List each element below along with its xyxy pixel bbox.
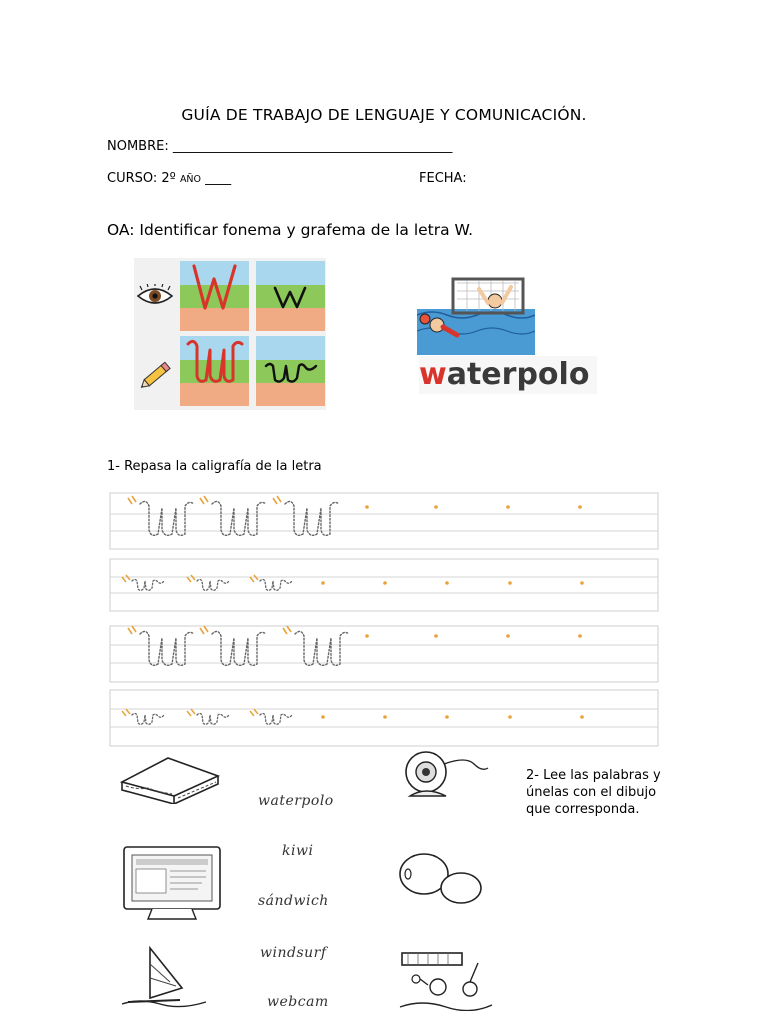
trace-big-w[interactable] xyxy=(128,626,194,665)
tile-cursive-lower xyxy=(256,336,325,406)
tracing-band-1 xyxy=(110,493,658,549)
trace-small-w[interactable] xyxy=(187,709,229,724)
name-label: NOMBRE: xyxy=(107,139,169,154)
trace-big-w[interactable] xyxy=(200,626,266,665)
sandwich-icon[interactable] xyxy=(118,752,224,804)
waterpolo-illustration xyxy=(417,275,535,355)
trace-big-w[interactable] xyxy=(128,496,194,535)
tile-print-lower xyxy=(256,261,325,331)
example-word-rest: aterpolo xyxy=(446,357,590,392)
word-kiwi[interactable]: kiwi xyxy=(282,843,314,859)
computer-icon[interactable] xyxy=(122,845,222,921)
date-label: FECHA: xyxy=(419,171,467,186)
trace-small-w[interactable] xyxy=(250,709,292,724)
trace-small-w[interactable] xyxy=(187,575,229,590)
name-row xyxy=(107,139,452,154)
tracing-band-2 xyxy=(110,559,658,611)
objective-text: OA: Identificar fonema y grafema de la letra W. xyxy=(107,221,474,239)
word-webcam[interactable]: webcam xyxy=(267,994,329,1010)
cursive-upper-w-glyph xyxy=(180,336,249,406)
letter-card xyxy=(134,258,326,410)
print-upper-w-glyph xyxy=(180,261,249,331)
windsurf-icon[interactable] xyxy=(120,944,210,1010)
kiwi-icon[interactable] xyxy=(396,848,486,908)
waterpolo-drawing-icon[interactable] xyxy=(398,949,494,1011)
example-word xyxy=(419,356,597,394)
course-row xyxy=(107,171,231,186)
tracing-band-3 xyxy=(110,626,658,682)
word-waterpolo[interactable]: waterpolo xyxy=(258,793,334,809)
tile-print-upper xyxy=(180,261,249,331)
example-word-first-letter: w xyxy=(419,357,447,392)
trace-small-w[interactable] xyxy=(122,709,164,724)
word-sandwich[interactable]: sándwich xyxy=(258,893,329,909)
trace-small-w[interactable] xyxy=(122,575,164,590)
tile-cursive-upper xyxy=(180,336,249,406)
course-label: CURSO: 2º xyxy=(107,171,176,186)
pencil-icon xyxy=(136,358,176,392)
name-blank[interactable]: ___________________________________________ xyxy=(172,139,453,154)
tracing-band-4 xyxy=(110,690,658,746)
print-lower-w-glyph xyxy=(256,261,325,331)
trace-big-w[interactable] xyxy=(200,496,266,535)
word-windsurf[interactable]: windsurf xyxy=(260,945,327,961)
trace-big-w[interactable] xyxy=(273,496,339,535)
course-year: AÑO xyxy=(179,174,202,185)
trace-big-w[interactable] xyxy=(283,626,349,665)
eye-icon xyxy=(136,284,174,308)
page-title: GUÍA DE TRABAJO DE LENGUAJE Y COMUNICACIÓN. xyxy=(181,106,587,124)
exercise2-instruction: 2- Lee las palabras y únelas con el dibujo que corresponda. xyxy=(526,768,661,817)
trace-small-w[interactable] xyxy=(250,575,292,590)
webcam-icon[interactable] xyxy=(396,750,492,800)
exercise1-instruction: 1- Repasa la caligrafía de la letra xyxy=(107,459,322,474)
course-blank[interactable]: ____ xyxy=(205,171,232,186)
cursive-lower-w-glyph xyxy=(256,336,325,406)
